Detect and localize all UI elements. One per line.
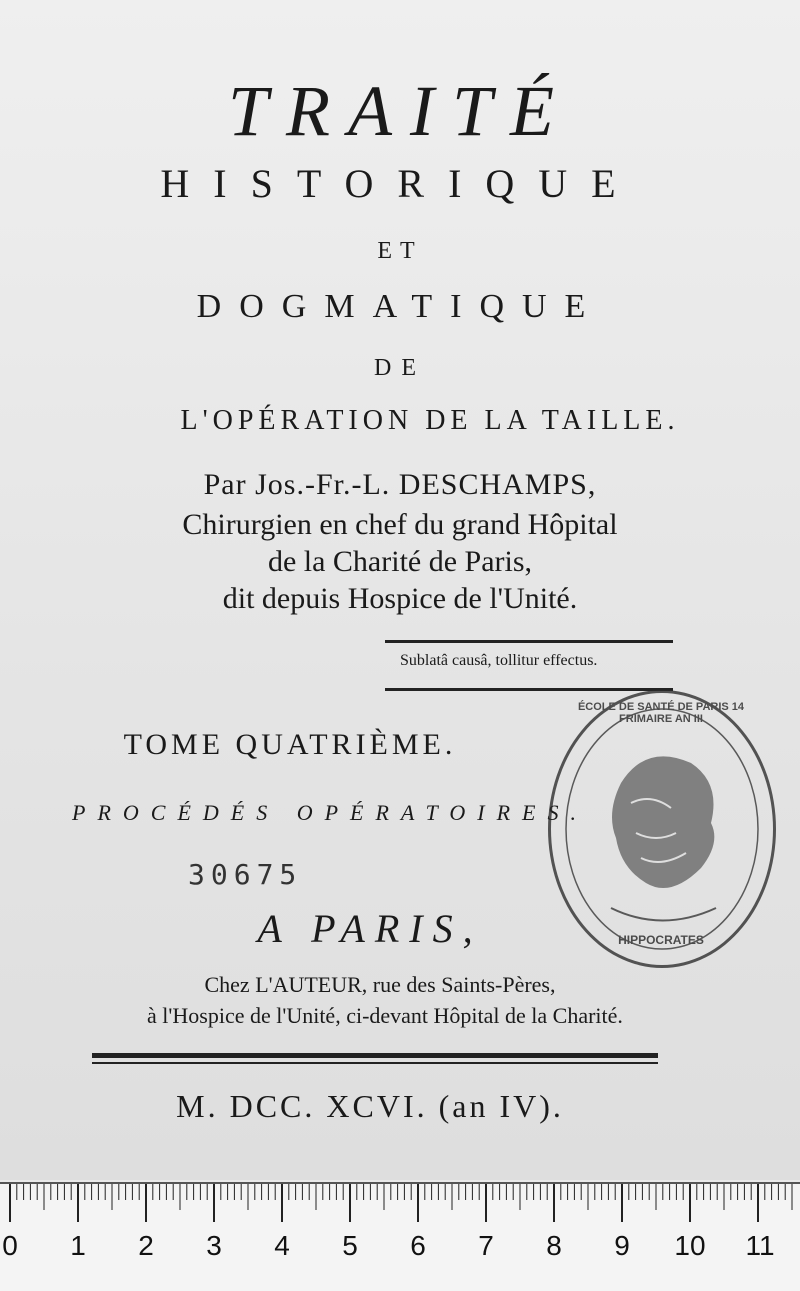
imprint-rule-thick [92,1053,658,1058]
ruler-label-0: 0 [2,1230,18,1261]
motto-rule-top [385,640,673,643]
hippocrates-portrait-icon [551,693,773,965]
ruler-label-3: 3 [206,1230,222,1261]
imprint-city: A PARIS, [257,906,483,951]
ruler-label-11: 11 [745,1230,775,1261]
volume-subject: PROCÉDÉS OPÉRATOIRES. [72,800,588,825]
imprint-date: M. DCC. XCVI. (an IV). [176,1088,564,1124]
ruler-label-10: 10 [674,1230,706,1261]
motto: Sublatâ causâ, tollitur effectus. [400,652,598,669]
ruler-label-2: 2 [138,1230,154,1261]
title-line-et: ET [377,238,423,264]
title-line-operation: L'OPÉRATION DE LA TAILLE. [180,405,680,436]
volume-tome: TOME QUATRIÈME. [123,728,457,761]
library-stamp [548,690,776,968]
author-name: Par Jos.-Fr.-L. DESCHAMPS, [203,468,597,501]
ruler-label-1: 1 [70,1230,86,1261]
author-hospice: dit depuis Hospice de l'Unité. [222,582,578,615]
author-role: Chirurgien en chef du grand Hôpital [182,508,618,541]
ruler-label-9: 9 [614,1230,630,1261]
author-hospital: de la Charité de Paris, [267,545,533,578]
stamp-text: ÉCOLE DE SANTÉ DE PARIS 14 FRIMAIRE AN III [577,701,745,725]
book-title: TRAITÉ [227,71,572,151]
imprint-address: à l'Hospice de l'Unité, ci-devant Hôpital de la Charité. [147,1003,623,1028]
motto-rule-bottom [385,688,673,691]
inventory-number: 30675 [188,858,303,891]
imprint-rule-thin [92,1062,658,1064]
measurement-ruler [0,1182,800,1291]
ruler-label-8: 8 [546,1230,562,1261]
ruler-label-7: 7 [478,1230,494,1261]
ruler-label-6: 6 [410,1230,426,1261]
title-line-de: DE [374,355,426,381]
title-line-historique: HISTORIQUE [160,161,640,206]
stamp-bottom-text: HIPPOCRATES [618,933,704,947]
ruler-label-5: 5 [342,1230,358,1261]
imprint-publisher: Chez L'AUTEUR, rue des Saints-Pères, [204,972,556,997]
ruler-label-4: 4 [274,1230,290,1261]
ruler-ticks [0,1184,800,1234]
title-line-dogmatique: DOGMATIQUE [196,288,604,325]
